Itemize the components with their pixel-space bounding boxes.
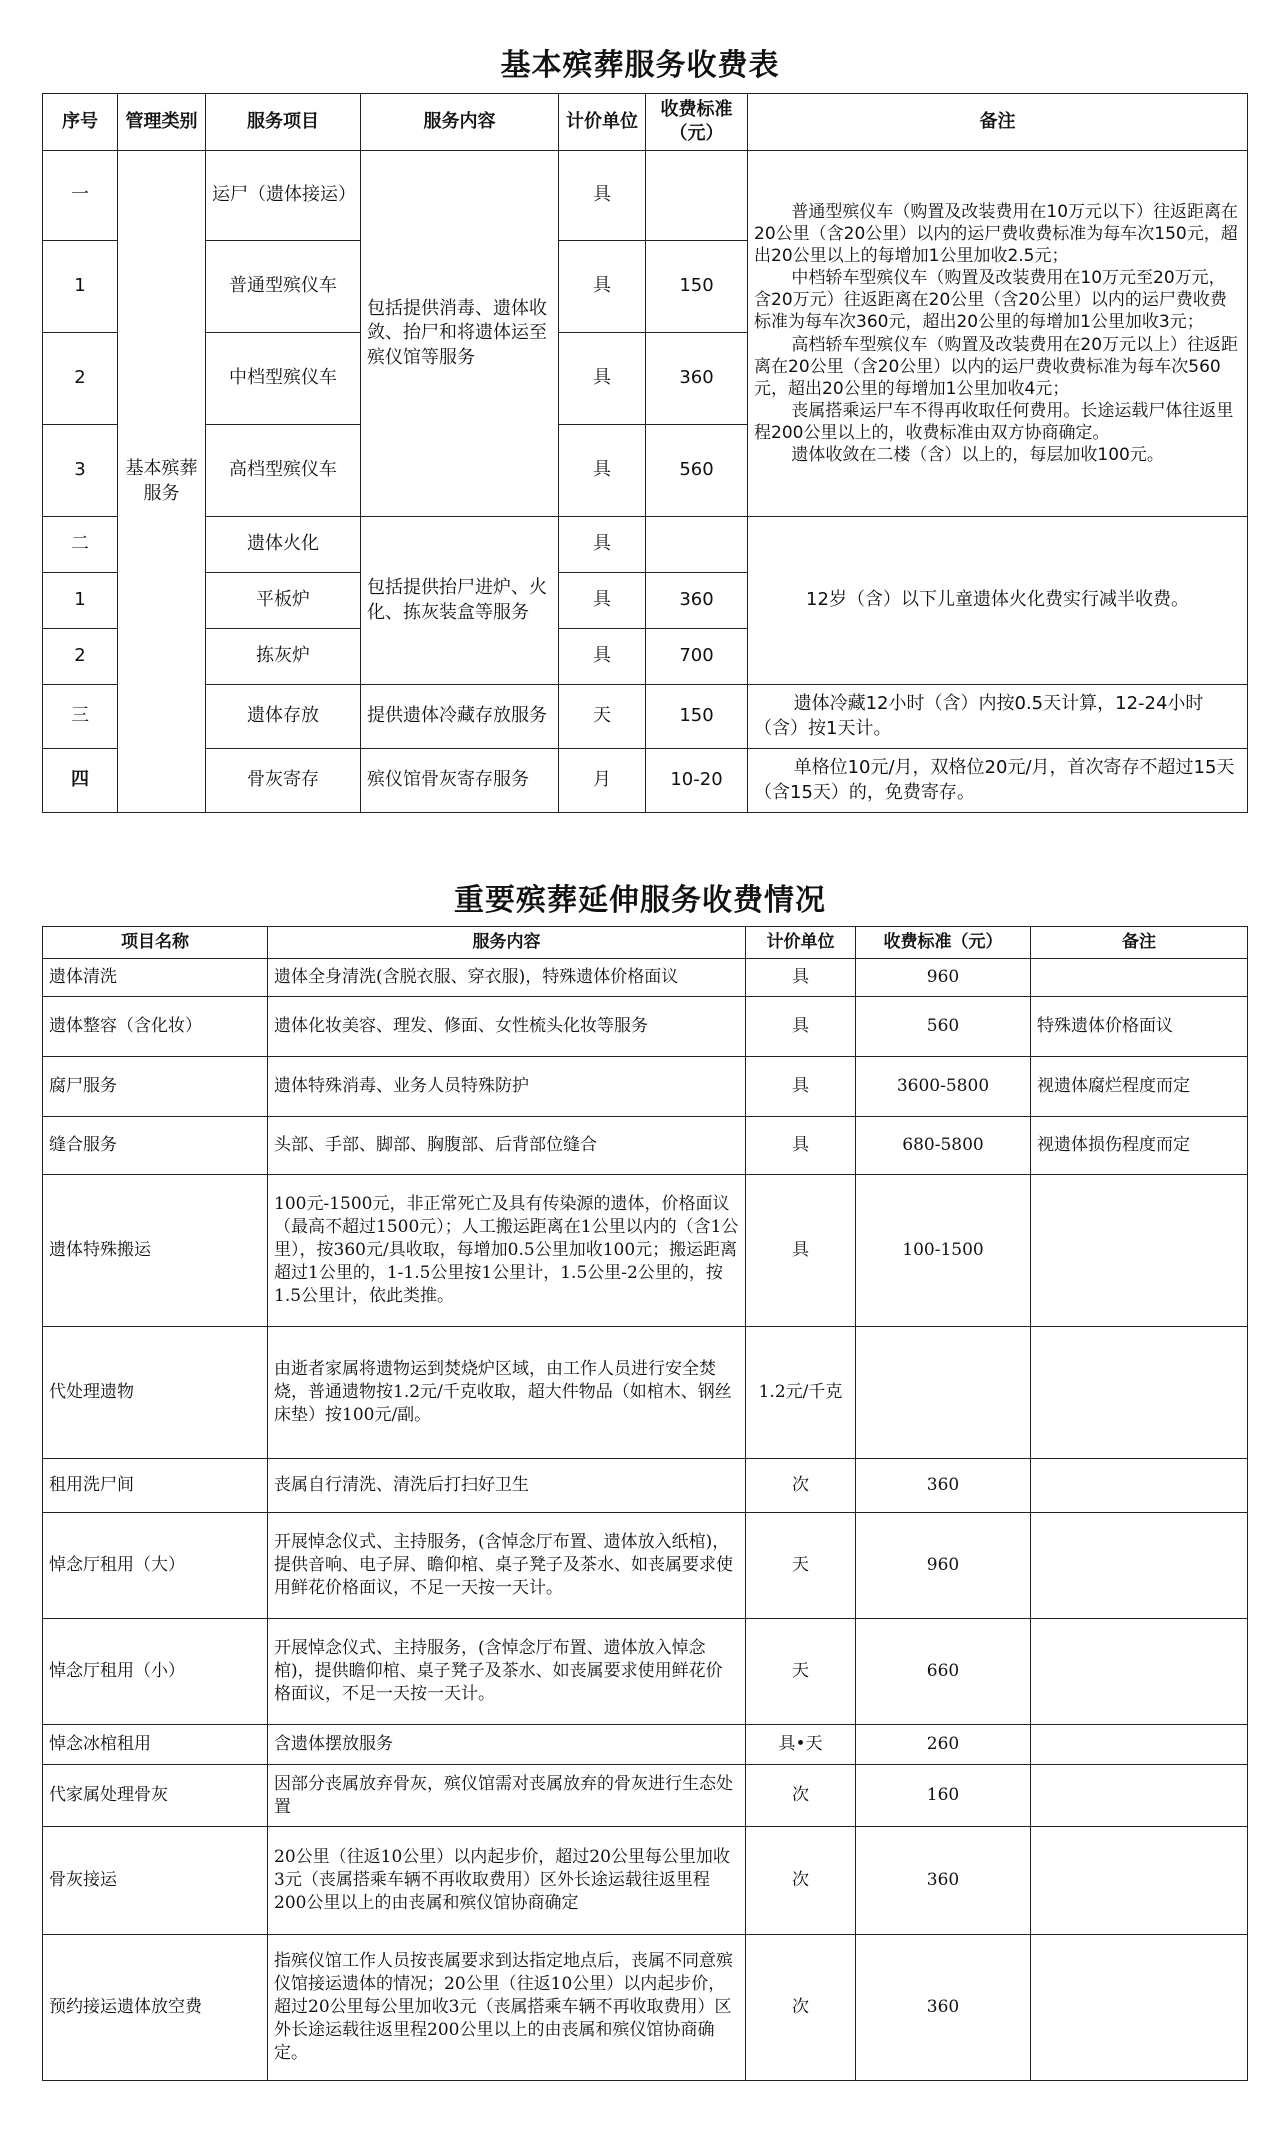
note-transport [748,151,1248,517]
row-name: 租用洗尸间 [43,1459,268,1513]
row-unit: 具 [559,629,646,685]
table-row [43,151,1248,241]
table-row [43,1827,1248,1935]
row-unit: 具 [559,151,646,241]
row-unit: 次 [746,1935,856,2081]
row-content: 100元-1500元，非正常死亡及具有传染源的遗体，价格面议（最高不超过1500元）；人工搬运距离在1公里以内的（含1公里），按360元/具收取，每增加0.5公里加收100元；搬运距离超过1公里的，1-1.5公里按1公里计，1.5公里-2公里的，按1.5公里计，依此类推。 [268,1175,746,1327]
row-name: 悼念冰棺租用 [43,1725,268,1765]
row-unit: 天 [559,685,646,749]
table-row [43,1619,1248,1725]
row-content: 头部、手部、脚部、胸腹部、后背部位缝合 [268,1117,746,1175]
table1-header-row [43,94,1248,151]
note-storage: 遗体冷藏12小时（含）内按0.5天计算，12-24小时（含）按1天计。 [748,685,1248,749]
header-category: 管理类别 [118,94,206,151]
row-note: 视遗体腐烂程度而定 [1031,1057,1248,1117]
row-unit: 具•天 [746,1725,856,1765]
row-note [1031,1513,1248,1619]
row-price: 560 [856,997,1031,1057]
row-unit: 次 [746,1827,856,1935]
row-price [856,1327,1031,1459]
row-content: 指殡仪馆工作人员按丧属要求到达指定地点后，丧属不同意殡仪馆接运遗体的情况；20公里（往返10公里）以内起步价，超过20公里每公里加收3元（丧属搭乘车辆不再收取费用）区外长途运载往返里程200公里以上的由丧属和殡仪馆协商确定。 [268,1935,746,2081]
row-content: 遗体化妆美容、理发、修面、女性梳头化妆等服务 [268,997,746,1057]
table-row [43,959,1248,997]
table-row [43,1765,1248,1827]
header-content: 服务内容 [268,927,746,959]
row-price: 680-5800 [856,1117,1031,1175]
row-name: 预约接运遗体放空费 [43,1935,268,2081]
row-price [646,151,748,241]
row-content: 20公里（往返10公里）以内起步价，超过20公里每公里加收3元（丧属搭乘车辆不再收取费用）区外长途运载往返里程200公里以上的由丧属和殡仪馆协商确定 [268,1827,746,1935]
header-price: 收费标准（元） [856,927,1031,959]
row-unit: 具 [559,573,646,629]
row-content: 丧属自行清洗、清洗后打扫好卫生 [268,1459,746,1513]
content-cremation: 包括提供抬尸进炉、火化、拣灰装盒等服务 [361,517,559,685]
row-note [1031,1725,1248,1765]
row-note: 视遗体损伤程度而定 [1031,1117,1248,1175]
row-unit: 1.2元/千克 [746,1327,856,1459]
row-note [1031,1327,1248,1459]
table1-title: 基本殡葬服务收费表 [500,48,780,83]
note-cremation: 12岁（含）以下儿童遗体火化费实行减半收费。 [748,517,1248,685]
table-row [43,1175,1248,1327]
row-unit: 具 [746,1117,856,1175]
row-unit: 具 [559,333,646,425]
header-price: 收费标准（元） [646,94,748,151]
row-item: 高档型殡仪车 [206,425,361,517]
row-item: 运尸（遗体接运） [206,151,361,241]
row-unit: 具 [559,241,646,333]
row-name: 骨灰接运 [43,1827,268,1935]
row-name: 缝合服务 [43,1117,268,1175]
row-no: 2 [43,629,118,685]
table-row [43,1327,1248,1459]
header-item: 服务项目 [206,94,361,151]
row-price: 260 [856,1725,1031,1765]
row-price [646,517,748,573]
row-content: 由逝者家属将遗物运到焚烧炉区域，由工作人员进行安全焚烧，普通遗物按1.2元/千克收取，超大件物品（如棺木、钢丝床垫）按100元/副。 [268,1327,746,1459]
table-row [43,1117,1248,1175]
row-item: 骨灰寄存 [206,749,361,813]
row-note [1031,1619,1248,1725]
row-price: 160 [856,1765,1031,1827]
row-note [1031,1459,1248,1513]
row-note [1031,1175,1248,1327]
row-no: 1 [43,573,118,629]
row-no: 2 [43,333,118,425]
row-content: 开展悼念仪式、主持服务，(含悼念厅布置、遗体放入纸棺)，提供音响、电子屏、瞻仰棺、桌子凳子及茶水、如丧属要求使用鲜花价格面议，不足一天按一天计。 [268,1513,746,1619]
row-note [1031,1765,1248,1827]
header-content: 服务内容 [361,94,559,151]
row-price: 3600-5800 [856,1057,1031,1117]
header-unit: 计价单位 [746,927,856,959]
header-no: 序号 [43,94,118,151]
content-transport: 包括提供消毒、遗体收敛、抬尸和将遗体运至殡仪馆等服务 [361,151,559,517]
row-no: 一 [43,151,118,241]
extended-fee-table [42,926,1248,2081]
note-transport-line: 丧属搭乘运尸车不得再收取任何费用。长途运载尸体往返里程200公里以上的，收费标准由双方协商确定。 [754,400,1234,443]
header-unit: 计价单位 [559,94,646,151]
note-transport-line: 遗体收敛在二楼（含）以上的，每层加收100元。 [791,444,1164,465]
table-row [43,1459,1248,1513]
row-item: 遗体存放 [206,685,361,749]
row-note: 特殊遗体价格面议 [1031,997,1248,1057]
note-ash: 单格位10元/月，双格位20元/月，首次寄存不超过15天（含15天）的，免费寄存。 [748,749,1248,813]
row-name: 遗体特殊搬运 [43,1175,268,1327]
row-price: 960 [856,959,1031,997]
row-unit: 具 [746,1175,856,1327]
row-item: 遗体火化 [206,517,361,573]
row-no: 3 [43,425,118,517]
row-price: 660 [856,1619,1031,1725]
row-price: 150 [646,241,748,333]
header-note: 备注 [1031,927,1248,959]
table-row [43,685,1248,749]
header-name: 项目名称 [43,927,268,959]
row-name: 代处理遗物 [43,1327,268,1459]
row-price: 10-20 [646,749,748,813]
row-price: 360 [646,333,748,425]
row-unit: 具 [746,1057,856,1117]
row-note [1031,1827,1248,1935]
row-price: 560 [646,425,748,517]
row-name: 代家属处理骨灰 [43,1765,268,1827]
row-no: 二 [43,517,118,573]
row-item: 平板炉 [206,573,361,629]
row-unit: 具 [559,425,646,517]
table2-title: 重要殡葬延伸服务收费情况 [454,883,826,918]
row-unit: 天 [746,1619,856,1725]
table-row [43,997,1248,1057]
row-name: 悼念厅租用（小） [43,1619,268,1725]
row-name: 悼念厅租用（大） [43,1513,268,1619]
content-storage: 提供遗体冷藏存放服务 [361,685,559,749]
row-note [1031,1935,1248,2081]
row-price: 360 [646,573,748,629]
table-row [43,749,1248,813]
row-item: 普通型殡仪车 [206,241,361,333]
table2-header-row [43,927,1248,959]
row-content: 遗体全身清洗(含脱衣服、穿衣服)，特殊遗体价格面议 [268,959,746,997]
row-unit: 具 [746,997,856,1057]
row-price: 360 [856,1827,1031,1935]
row-unit: 月 [559,749,646,813]
row-content: 开展悼念仪式、主持服务，(含悼念厅布置、遗体放入悼念棺)，提供瞻仰棺、桌子凳子及茶水、如丧属要求使用鲜花价格面议，不足一天按一天计。 [268,1619,746,1725]
row-item: 拣灰炉 [206,629,361,685]
category-cell: 基本殡葬服务 [118,151,206,813]
row-price: 360 [856,1935,1031,2081]
note-transport-line: 高档轿车型殡仪车（购置及改装费用在20万元以上）往返距离在20公里（含20公里）以内的运尸费收费标准为每车次560元，超出20公里的每增加1公里加收4元； [754,334,1239,399]
note-transport-line: 中档轿车型殡仪车（购置及改装费用在10万元至20万元，含20万元）往返距离在20公里（含20公里）以内的运尸费收费标准为每车次360元，超出20公里的每增加1公里加收3元； [754,268,1227,333]
row-unit: 天 [746,1513,856,1619]
note-transport-line: 普通型殡仪车（购置及改装费用在10万元以下）往返距离在20公里（含20公里）以内的运尸费收费标准为每车次150元，超出20公里以上的每增加1公里加收2.5元； [754,201,1239,267]
row-no: 四 [43,749,118,813]
table-row [43,1513,1248,1619]
row-name: 腐尸服务 [43,1057,268,1117]
row-unit: 具 [746,959,856,997]
content-ash: 殡仪馆骨灰寄存服务 [361,749,559,813]
row-unit: 具 [559,517,646,573]
table-row [43,1057,1248,1117]
row-price: 100-1500 [856,1175,1031,1327]
table-row [43,1935,1248,2081]
row-content: 遗体特殊消毒、业务人员特殊防护 [268,1057,746,1117]
row-unit: 次 [746,1765,856,1827]
row-name: 遗体清洗 [43,959,268,997]
row-note [1031,959,1248,997]
row-content: 含遗体摆放服务 [268,1725,746,1765]
row-no: 三 [43,685,118,749]
header-note: 备注 [748,94,1248,151]
basic-fee-table [42,93,1248,813]
row-item: 中档型殡仪车 [206,333,361,425]
table-row [43,1725,1248,1765]
row-unit: 次 [746,1459,856,1513]
row-price: 360 [856,1459,1031,1513]
row-no: 1 [43,241,118,333]
row-name: 遗体整容（含化妆） [43,997,268,1057]
row-price: 700 [646,629,748,685]
row-content: 因部分丧属放弃骨灰，殡仪馆需对丧属放弃的骨灰进行生态处置 [268,1765,746,1827]
row-price: 150 [646,685,748,749]
table-row [43,517,1248,573]
row-price: 960 [856,1513,1031,1619]
